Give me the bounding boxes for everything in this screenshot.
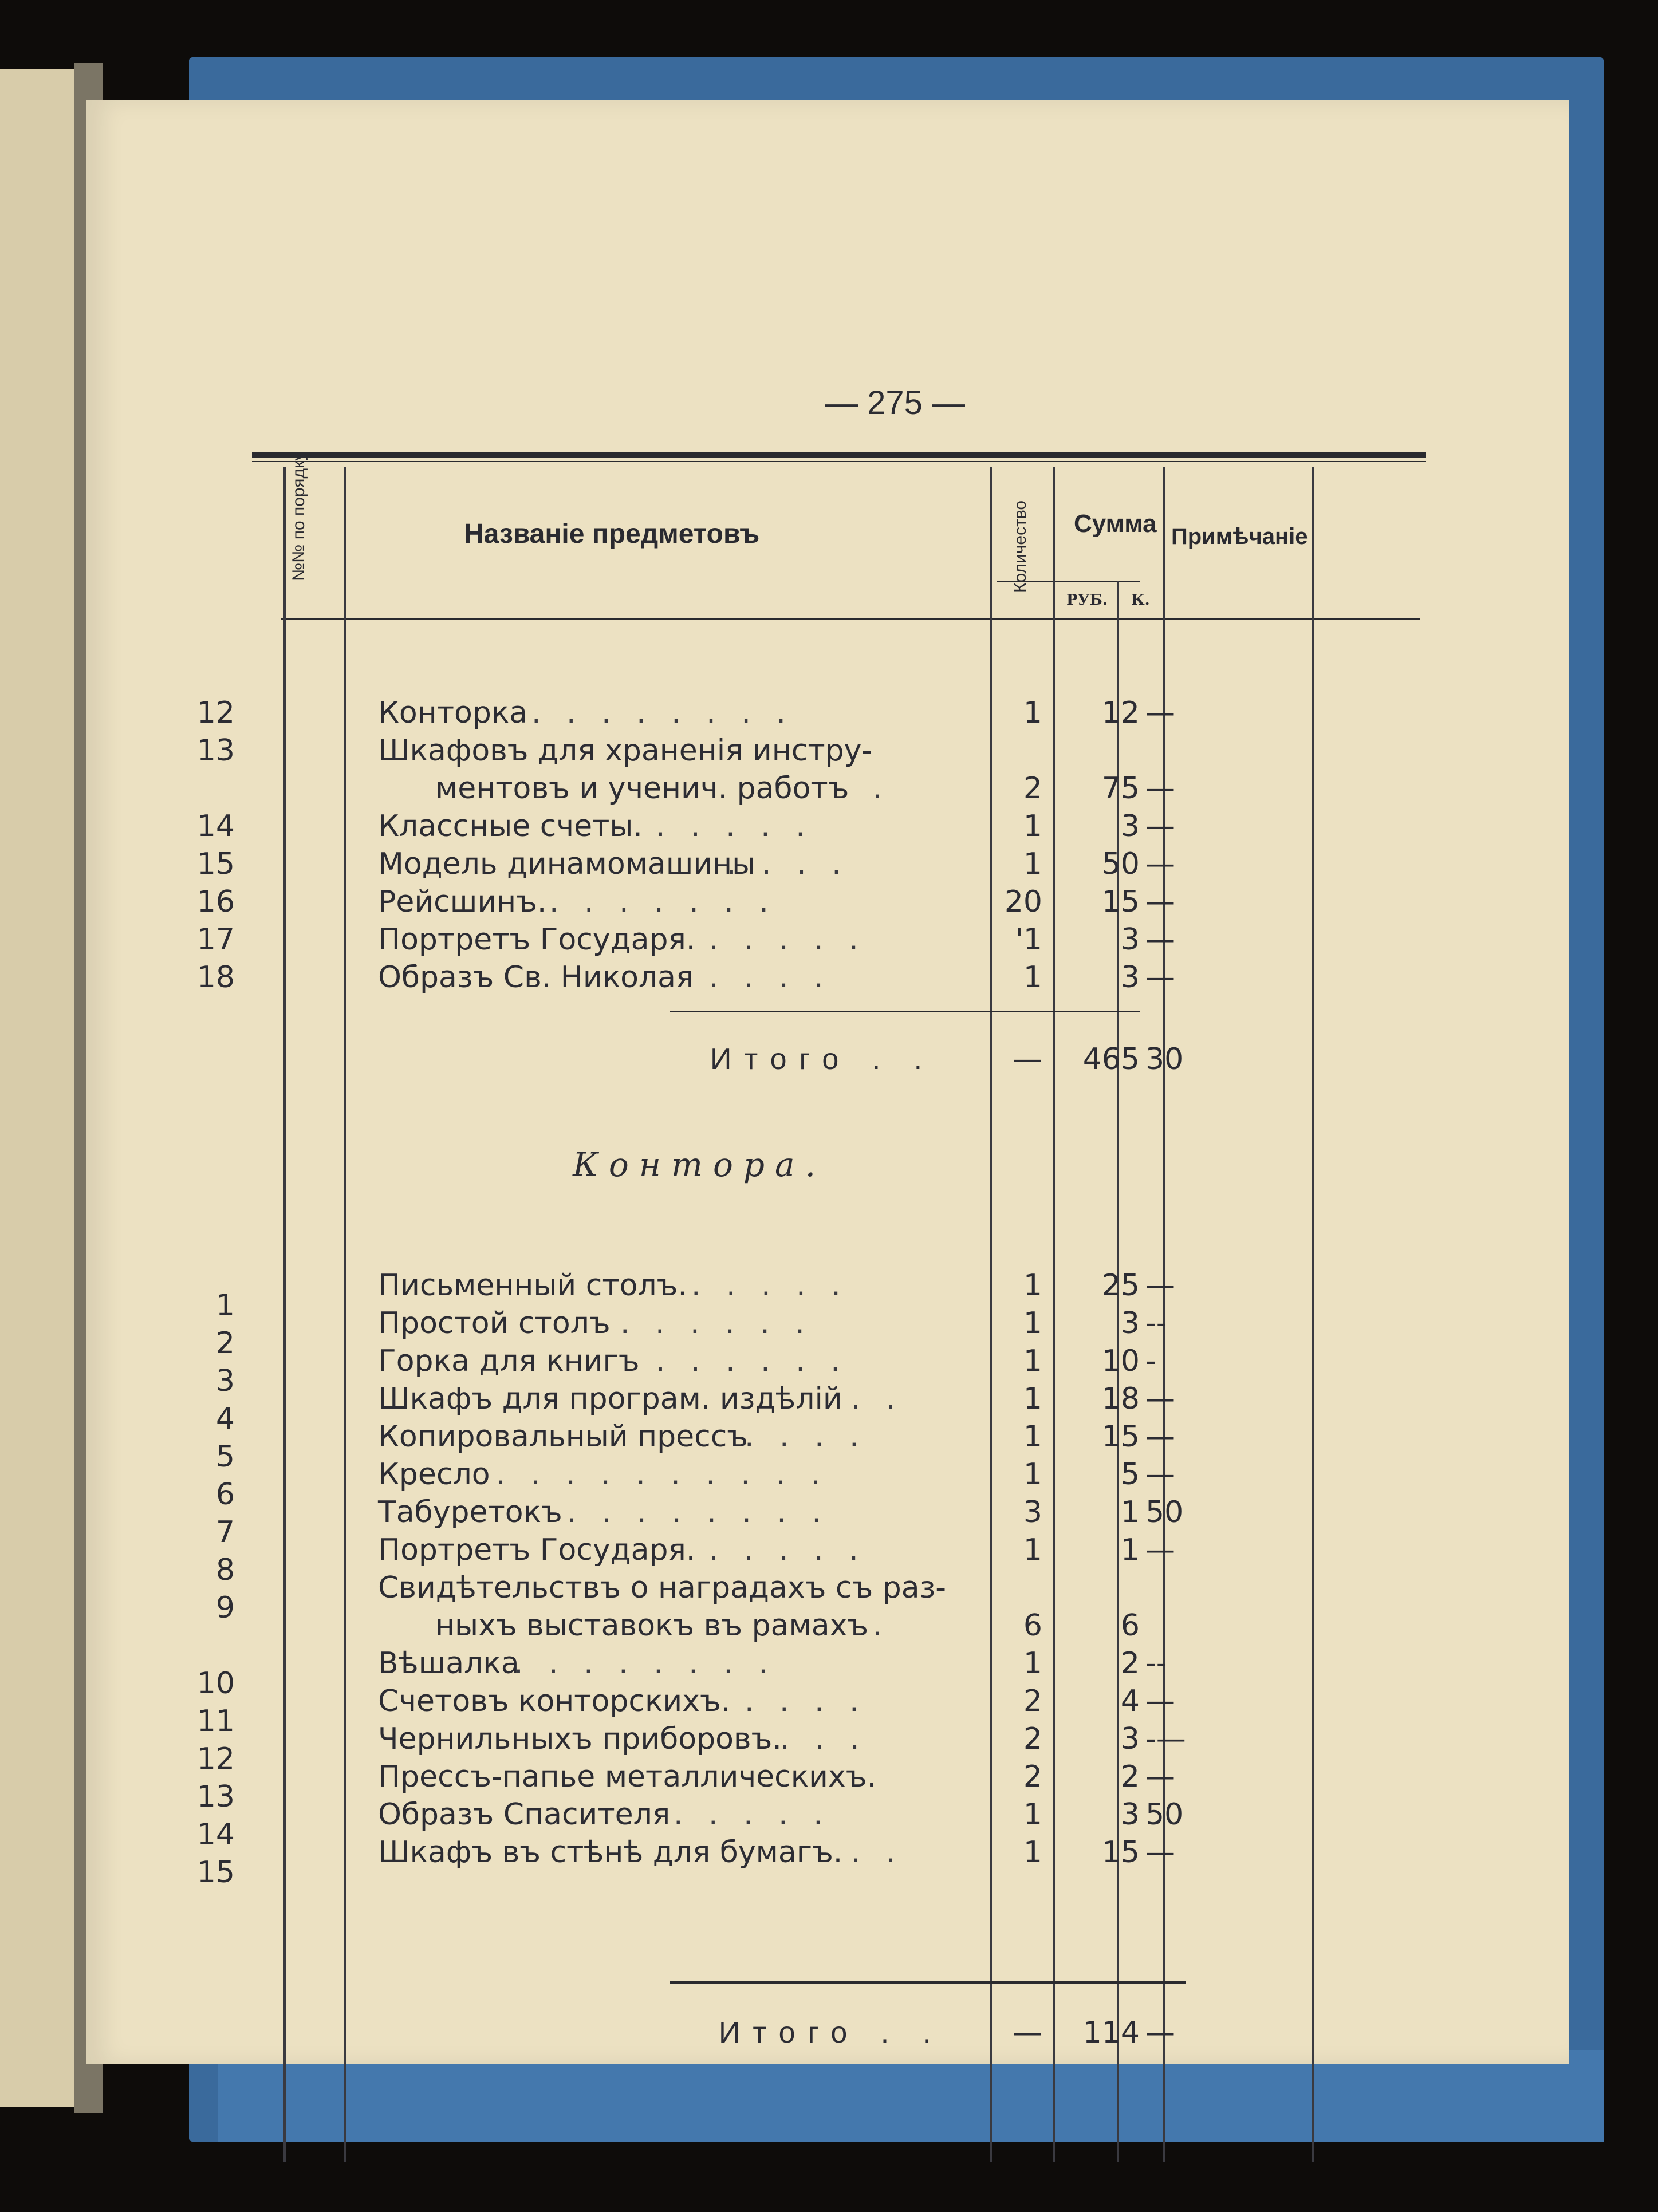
table-row (86, 809, 1569, 847)
item-name: Счетовъ конторскихъ. (378, 1684, 731, 1718)
item-rub: 50 (1101, 847, 1140, 881)
item-name: ныхъ выставокъ въ рамахъ (435, 1608, 869, 1643)
item-qty: 1 (1023, 1797, 1042, 1832)
leader-dots: . . (851, 1382, 904, 1416)
total-label: Итого . . (710, 1043, 935, 1076)
item-name: Чернильныхъ приборовъ. (378, 1722, 782, 1756)
row-number: 7 (215, 1515, 235, 1549)
total-rub: 465 (1082, 1042, 1140, 1077)
item-name: Свидѣтельствъ о наградахъ съ раз- (378, 1571, 947, 1605)
item-qty: 1 (1023, 847, 1042, 881)
table-row (86, 1495, 1569, 1533)
item-kop: — (1145, 1382, 1175, 1416)
row-number: 12 (196, 1742, 235, 1776)
table-row (86, 1306, 1569, 1344)
header-col-qty: Количество (1011, 500, 1030, 593)
item-name: Конторка (378, 696, 528, 730)
row-number: 14 (196, 1817, 235, 1852)
item-rub: 3 (1120, 1722, 1140, 1756)
item-rub: 5 (1120, 1457, 1140, 1492)
item-name: Горка для книгъ (378, 1344, 640, 1378)
item-rub: 15 (1101, 885, 1140, 919)
item-kop: — (1145, 960, 1175, 995)
top-thin-rule (252, 461, 1426, 462)
item-qty: 1 (1023, 1344, 1042, 1378)
item-name: ментовъ и ученич. работъ (435, 771, 849, 806)
table-row (86, 1457, 1569, 1495)
item-kop: — (1145, 1268, 1175, 1303)
leader-dots: . . . . . (709, 922, 867, 957)
item-name: Письменный столъ. (378, 1268, 687, 1303)
item-kop: — (1145, 1684, 1175, 1718)
row-number: 2 (215, 1326, 235, 1361)
leader-dots: . . . . (745, 1420, 867, 1454)
header-col-name: Названіе предметовъ (464, 519, 760, 549)
item-qty: '1 (1015, 922, 1042, 957)
header-col-note: Примѣчаніе (1171, 524, 1308, 549)
row-number: 3 (215, 1364, 235, 1398)
leader-dots: . . . . . . . . . . (496, 1457, 829, 1492)
row-number: 16 (196, 885, 235, 919)
total-qty: — (1013, 1042, 1042, 1077)
item-qty: 2 (1023, 1760, 1042, 1794)
table-row (86, 696, 1569, 734)
page-number: — 275 — (825, 384, 965, 421)
table-row (86, 1646, 1569, 1684)
row-number: 13 (196, 734, 235, 768)
table-row (86, 1533, 1569, 1571)
item-kop: -- (1145, 1646, 1167, 1681)
item-qty: 20 (1004, 885, 1042, 919)
item-kop: — (1145, 1533, 1175, 1567)
top-thick-rule (252, 452, 1426, 458)
leader-dots: . (873, 1608, 891, 1643)
item-kop: — (1145, 1457, 1175, 1492)
table-row (86, 1382, 1569, 1420)
item-qty: 1 (1023, 696, 1042, 730)
item-name: Шкафъ въ стѣнѣ для бумагъ. (378, 1835, 843, 1870)
leader-dots: . . . . . . . . (531, 696, 794, 730)
leader-dots: . . . . . . . . (514, 1646, 776, 1681)
item-qty: 1 (1023, 1646, 1042, 1681)
leader-dots: . . . . . . . . (567, 1495, 829, 1529)
item-name: Табуретокъ (378, 1495, 562, 1529)
leader-dots: . . . . . . (620, 1306, 813, 1340)
table-row (86, 960, 1569, 998)
total-kop: — (1145, 2016, 1175, 2050)
item-qty: 1 (1023, 1268, 1042, 1303)
page (86, 100, 1569, 2064)
row-number: 14 (196, 809, 235, 843)
section2-total-row (86, 2016, 1569, 2053)
table-row (86, 1722, 1569, 1760)
item-rub: 18 (1101, 1382, 1140, 1416)
leader-dots: . . . . . . . (549, 885, 777, 919)
table-row (86, 1835, 1569, 1873)
table-row (86, 1760, 1569, 1797)
item-kop: — (1145, 771, 1175, 806)
item-name: Прессъ-папье металлическихъ. (378, 1760, 877, 1794)
table-row (86, 771, 1569, 809)
item-rub: 2 (1120, 1760, 1140, 1794)
row-number: 10 (196, 1666, 235, 1701)
item-rub: 75 (1101, 771, 1140, 806)
item-rub: 10 (1101, 1344, 1140, 1378)
item-kop: — (1145, 1760, 1175, 1794)
item-kop: — (1145, 1835, 1175, 1870)
table-row (86, 1608, 1569, 1646)
leader-dots: . . . . . (674, 1797, 831, 1832)
item-qty: 1 (1023, 809, 1042, 843)
item-kop: — (1145, 1420, 1175, 1454)
row-number: 6 (215, 1477, 235, 1512)
section1-total-row (86, 1042, 1569, 1080)
leader-dots: . . (851, 1835, 904, 1870)
table-row (86, 1684, 1569, 1722)
header-col-kop: К. (1131, 592, 1150, 609)
leader-dots: . . . . . (709, 1533, 867, 1567)
row-number: 12 (196, 696, 235, 730)
item-qty: 1 (1023, 1457, 1042, 1492)
item-name: Модель динамомашины (378, 847, 756, 881)
table-row (86, 847, 1569, 885)
item-name: Классные счеты. (378, 809, 643, 843)
table-row (86, 1797, 1569, 1835)
leader-dots: . . . . (709, 960, 832, 995)
leader-dots: . . . . (745, 1684, 867, 1718)
section2-total-rule (670, 1981, 1186, 1984)
item-kop: -- (1145, 1306, 1167, 1340)
left-page-edge (0, 69, 86, 2107)
total-kop: 30 (1145, 1042, 1184, 1077)
header-bottom-rule (281, 618, 1420, 620)
item-rub: 25 (1101, 1268, 1140, 1303)
item-name: Вѣшалка (378, 1646, 519, 1681)
row-number: 5 (215, 1440, 235, 1474)
item-rub: 3 (1120, 809, 1140, 843)
item-qty: 3 (1023, 1495, 1042, 1529)
header-col-sum: Сумма (1074, 510, 1157, 538)
section2-title: Контора. (573, 1145, 826, 1184)
total-rub: 114 (1082, 2016, 1140, 2050)
item-kop: — (1145, 809, 1175, 843)
row-number: 8 (215, 1553, 235, 1587)
item-kop: — (1145, 696, 1175, 730)
item-qty: 1 (1023, 960, 1042, 995)
item-name: Рейсшинъ. (378, 885, 547, 919)
item-qty: 1 (1023, 1306, 1042, 1340)
item-name: Образъ Св. Николая (378, 960, 694, 995)
leader-dots: . . . . (727, 847, 849, 881)
table-row (86, 1268, 1569, 1306)
total-label: Итого . . (719, 2016, 944, 2049)
item-kop: 50 (1145, 1797, 1184, 1832)
leader-dots: . . . . . (691, 1268, 849, 1303)
row-number: 15 (196, 1855, 235, 1890)
item-rub: 2 (1120, 1646, 1140, 1681)
item-rub: 3 (1120, 960, 1140, 995)
row-number: 18 (196, 960, 235, 995)
header-col-rub: РУБ. (1066, 592, 1108, 609)
item-name: Портретъ Государя. (378, 922, 696, 957)
item-qty: 1 (1023, 1533, 1042, 1567)
item-rub: 6 (1120, 1608, 1140, 1643)
leader-dots: . . . . . (656, 809, 813, 843)
item-kop: — (1145, 847, 1175, 881)
row-number: 11 (196, 1704, 235, 1738)
item-qty: 2 (1023, 1684, 1042, 1718)
item-qty: 1 (1023, 1420, 1042, 1454)
item-name: Шкафовъ для храненія инстру- (378, 734, 873, 768)
item-rub: 12 (1101, 696, 1140, 730)
row-number: 4 (215, 1402, 235, 1436)
item-kop: - (1145, 1344, 1156, 1378)
table-row (86, 922, 1569, 960)
table-row (86, 885, 1569, 922)
item-rub: 3 (1120, 922, 1140, 957)
table-row (86, 1344, 1569, 1382)
table-row (86, 734, 1569, 771)
row-number: 1 (215, 1288, 235, 1323)
item-rub: 3 (1120, 1797, 1140, 1832)
leader-dots: . (873, 771, 891, 806)
item-qty: 2 (1023, 771, 1042, 806)
item-name: Копировальный прессъ (378, 1420, 749, 1454)
item-rub: 15 (1101, 1835, 1140, 1870)
item-name: Простой столъ (378, 1306, 611, 1340)
item-rub: 4 (1120, 1684, 1140, 1718)
item-name: Образъ Спасителя (378, 1797, 671, 1832)
item-rub: 15 (1101, 1420, 1140, 1454)
item-qty: 6 (1023, 1608, 1042, 1643)
table-row (86, 1420, 1569, 1457)
item-kop: -— (1145, 1722, 1186, 1756)
header-col-no: №№ по порядку (289, 452, 308, 581)
row-number: 9 (215, 1591, 235, 1625)
item-kop: — (1145, 885, 1175, 919)
item-name: Шкафъ для програм. издѣлій (378, 1382, 842, 1416)
leader-dots: . . . (780, 1722, 868, 1756)
item-rub: 3 (1120, 1306, 1140, 1340)
item-kop: — (1145, 922, 1175, 957)
item-kop: 50 (1145, 1495, 1184, 1529)
item-qty: 1 (1023, 1382, 1042, 1416)
item-rub: 1 (1120, 1533, 1140, 1567)
item-rub: 1 (1120, 1495, 1140, 1529)
leader-dots: . . . . . . (656, 1344, 848, 1378)
row-number: 13 (196, 1780, 235, 1814)
item-qty: 1 (1023, 1835, 1042, 1870)
table-row (86, 1571, 1569, 1608)
row-number: 15 (196, 847, 235, 881)
item-name: Портретъ Государя. (378, 1533, 696, 1567)
item-name: Кресло (378, 1457, 490, 1492)
section1-total-rule (670, 1011, 1140, 1012)
row-number: 17 (196, 922, 235, 957)
total-qty: — (1013, 2016, 1042, 2050)
item-qty: 2 (1023, 1722, 1042, 1756)
